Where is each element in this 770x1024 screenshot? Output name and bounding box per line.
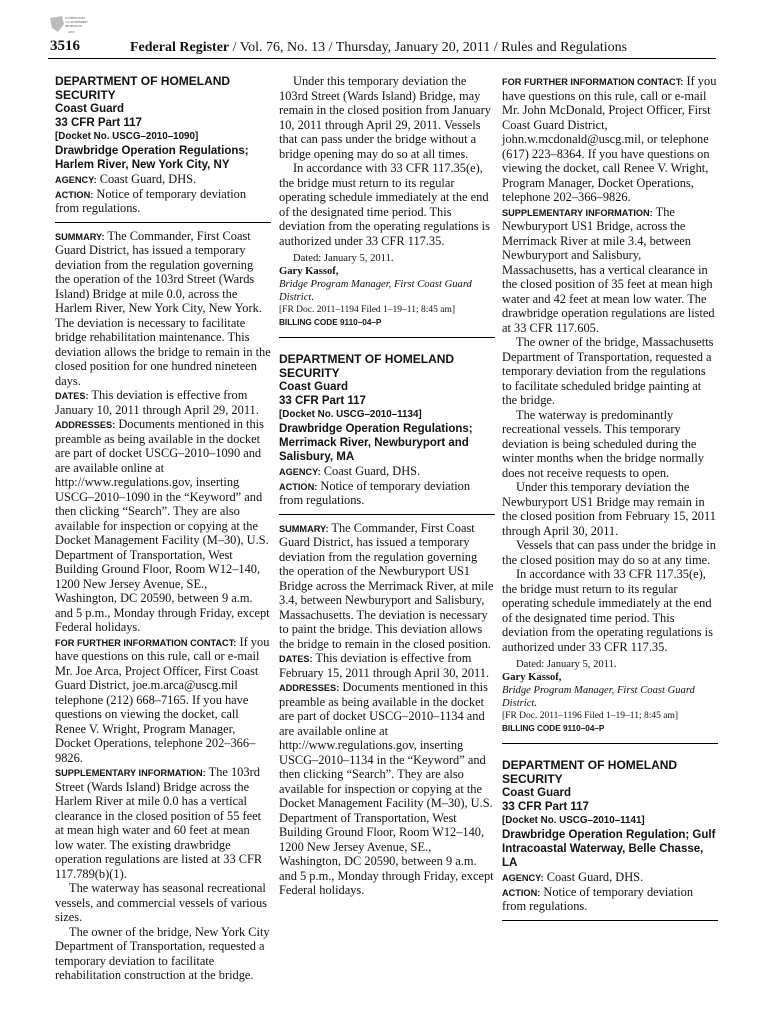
action-line: ACTION: Notice of temporary deviation from regulations. [279,478,471,507]
billing-code: BILLING CODE 9110–04–P [502,724,605,733]
separator-rule [502,743,718,744]
fr-doc-line: [FR Doc. 2011–1194 Filed 1–19–11; 8:45 am] [279,305,456,315]
agency-heading: DEPARTMENT OF HOMELAND SECURITY [279,352,455,380]
column-2 [279,74,495,898]
docket-number: [Docket No. USCG–2010–1090] [55,131,199,142]
cfr-part: 33 CFR Part 117 [502,801,589,813]
svg-text:GPO: GPO [68,30,75,34]
agency-line: AGENCY: Coast Guard, DHS. [55,172,197,186]
paragraph-accordance: In accordance with 33 CFR 117.35(e), the bridge must return to its regular operating schedule immediately at the end of the designated time period. This deviation from the operating regulations is authorized under 33 CFR 117.35. [279,161,490,248]
supplementary-info: SUPPLEMENTARY INFORMATION: The 103rd Street (Wards Island) Bridge across the Harlem River at mile 0.0 has a vertical clearance in the closed position of 55 feet at mean high water and 60 feet at mean low water. The existing drawbridge operation regulations are listed at 33 CFR 117.789(b)(1). [55,765,263,881]
rule-title: Drawbridge Operation Regulation; Gulf Intracoastal Waterway, Belle Chasse, LA [502,829,716,869]
cfr-part: 33 CFR Part 117 [55,117,142,129]
separator-rule [279,337,495,338]
sub-agency: Coast Guard [279,381,349,393]
signer-name: Gary Kassof, [502,672,562,683]
paragraph-deviation: Under this temporary deviation the Newburyport US1 Bridge may remain in the closed position from February 15, 2011 through April 30, 2011. [502,480,716,538]
issue-info: Vol. 76, No. 13 / Thursday, January 20, 2011 / Rules and Regulations [239,40,628,55]
paragraph-owner: The owner of the bridge, New York City Department of Transportation, requested a temporary deviation to facilitate rehabilitation construction at the bridge. [55,924,270,982]
separator-rule [55,222,271,223]
contact-info: FOR FURTHER INFORMATION CONTACT: If you have questions on this rule, call or e-mail Mr. John McDonald, Project Officer, First Coast Guard District, john.w.mcdonald@uscg.mil, or telephone (617) 223–8364. If you have questions on viewing the docket, call Renee V. Wright, Program Manager, Docket Operations, telephone 202–366–9826. [502,74,717,204]
dated-line: Dated: January 5, 2011. [516,659,617,670]
dates: DATES: This deviation is effective from January 10, 2011 through April 29, 2011. [55,388,259,417]
cfr-part: 33 CFR Part 117 [279,395,366,407]
sub-agency: Coast Guard [502,787,572,799]
summary: SUMMARY: The Commander, First Coast Guard District, has issued a temporary deviation from the regulation governing the operation of the 103rd Street (Wards Island) Bridge at mile 0.0, across the Harlem River, New York City, New York. The deviation is necessary to facilitate bridge rehabilitation maintenance. This deviation allows the bridge to remain in the closed position for one hundred nineteen days. [55,228,271,388]
addresses: ADDRESSES: Documents mentioned in this preamble as being available in the docket are part of docket USCG–2010–1090 and are available online at http://www.regulations.gov, inserting USCG–2010–1090 in the “Keyword” and then clicking “Search”. They are also available for inspection or copying at the Docket Management Facility (M–30), U.S. Department of Transportation, West Building Ground Floor, Room W12–140, 1200 New Jersey Avenue, SE., Washington, DC 20590, between 9 a.m. and 5 p.m., Monday through Friday, except Federal holidays. [55,417,270,634]
signer-title: Bridge Program Manager, First Coast Guard District. [279,279,472,303]
sub-agency: Coast Guard [55,103,125,115]
svg-text:INFORMATION: INFORMATION [65,25,82,28]
column-1 [55,74,271,983]
page-number: 3516 [50,38,80,54]
svg-text:U.S. GOVERNMENT: U.S. GOVERNMENT [65,21,88,24]
svg-text:AUTHENTICATED: AUTHENTICATED [65,17,86,20]
agency-line: AGENCY: Coast Guard, DHS. [279,464,421,478]
column-3 [502,74,718,927]
gpo-authenticated-seal [48,14,90,36]
separator-rule [502,920,718,921]
dates: DATES: This deviation is effective from February 15, 2011 through April 30, 2011. [279,651,490,680]
docket-number: [Docket No. USCG–2010–1134] [279,409,422,420]
paragraph-vessels: Vessels that can pass under the bridge in the closed position may do so at any time. [502,538,716,567]
summary: SUMMARY: The Commander, First Coast Guard District, has issued a temporary deviation from the regulation governing the operation of the Newburyport US1 Bridge across the Merrimack River, at mile 3.4, between Newburyport and Salisbury, Massachusetts. The deviation is necessary to paint the bridge. This deviation allows the bridge to remain in the closed position. [279,520,494,651]
supplementary-info: SUPPLEMENTARY INFORMATION: The Newburyport US1 Bridge, across the Merrimack River at mile 3.4, between Newburyport and Salisbury, Massachusetts, has a vertical clearance in the closed position of 35 feet at mean high water and 42 feet at mean low water. The drawbridge operation regulations are listed at 33 CFR 117.605. [502,204,715,335]
billing-code: BILLING CODE 9110–04–P [279,318,382,327]
docket-number: [Docket No. USCG–2010–1141] [502,815,645,826]
publication-name: Federal Register [130,40,230,55]
action-line: ACTION: Notice of temporary deviation from regulations. [55,186,247,215]
signer-title: Bridge Program Manager, First Coast Guard District. [502,685,695,709]
paragraph-waterway: The waterway has seasonal recreational vessels, and commercial vessels of various sizes. [55,881,267,924]
agency-line: AGENCY: Coast Guard, DHS. [502,870,644,884]
separator-rule [279,514,495,515]
agency-heading: DEPARTMENT OF HOMELAND SECURITY [55,74,231,102]
signer-name: Gary Kassof, [279,266,339,277]
running-header: Federal Register / Vol. 76, No. 13 / Thursday, January 20, 2011 / Rules and Regulations [130,40,628,55]
rule-title: Drawbridge Operation Regulations; Merrimack River, Newburyport and Salisbury, MA [279,423,473,463]
contact-info: FOR FURTHER INFORMATION CONTACT: If you have questions on this rule, call or e-mail Mr. Joe Arca, Project Officer, First Coast Guard District, joe.m.arca@uscg.mil telephone (212) 668–7165. If you have questions on viewing the docket, call Renee V. Wright, Program Manager, Docket Operations, telephone 202–366–9826. [55,634,270,765]
agency-heading: DEPARTMENT OF HOMELAND SECURITY [502,758,678,786]
addresses: ADDRESSES: Documents mentioned in this preamble as being available in the docket are part of docket USCG–2010–1134 and are available online at http://www.regulations.gov, inserting USCG–2010–1134 in the “Keyword” and then clicking “Search”. They are also available for inspection or copying at the Docket Management Facility (M–30), U.S. Department of Transportation, West Building Ground Floor, Room W12–140, 1200 New Jersey Avenue, SE., Washington, DC 20590, between 9 a.m. and 5 p.m., Monday through Friday, except Federal holidays. [279,680,494,897]
rule-title: Drawbridge Operation Regulations; Harlem River, New York City, NY [55,145,249,171]
paragraph-accordance: In accordance with 33 CFR 117.35(e), the bridge must return to its regular operating schedule immediately at the end of the designated time period. This deviation from the operating regulations is authorized under 33 CFR 117.35. [502,567,713,654]
paragraph-waterway: The waterway is predominantly recreational vessels. This temporary deviation is being scheduled during the winter months when the bridge normally does not receive requests to open. [502,407,704,480]
action-line: ACTION: Notice of temporary deviation from regulations. [502,884,694,913]
dated-line: Dated: January 5, 2011. [293,253,394,264]
header-rule [48,58,716,59]
paragraph-deviation: Under this temporary deviation the 103rd Street (Wards Island) Bridge, may remain in the closed position from January 10, 2011 through April 29, 2011. Vessels that can pass under the bridge without a bridge opening may do so at all times. [279,74,491,161]
fr-doc-line: [FR Doc. 2011–1196 Filed 1–19–11; 8:45 am] [502,711,679,721]
paragraph-owner: The owner of the bridge, Massachusetts Department of Transportation, requested a temporary deviation from the regulations to facilitate scheduled bridge painting at the bridge. [502,335,714,407]
